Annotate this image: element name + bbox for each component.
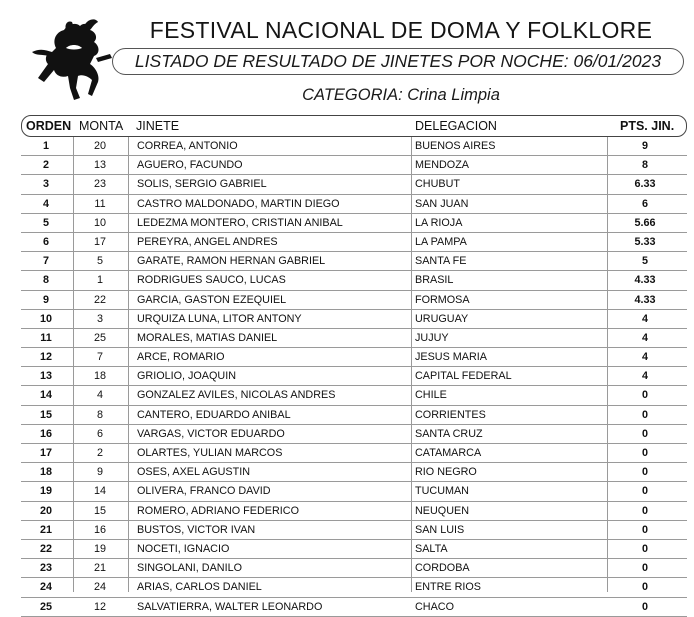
cell-orden: 5 (42, 216, 49, 229)
cell-delegacion: ENTRE RIOS (415, 581, 481, 594)
festival-title: FESTIVAL NACIONAL DE DOMA Y FOLKLORE (149, 17, 653, 43)
cell-monta: 6 (96, 427, 103, 440)
cell-delegacion: URUGUAY (415, 312, 469, 325)
table-row (21, 137, 687, 156)
cell-jinete: URQUIZA LUNA, LITOR ANTONY (137, 312, 302, 325)
table-row (21, 156, 687, 175)
cell-monta: 16 (93, 523, 106, 536)
cell-orden: 23 (39, 562, 52, 575)
cell-delegacion: CHACO (415, 600, 454, 613)
table-row (21, 521, 687, 540)
cell-monta: 3 (96, 312, 103, 325)
category-label: CATEGORIA: Crina Limpia (302, 86, 500, 104)
table-row (21, 214, 687, 233)
cell-orden: 15 (39, 408, 52, 421)
cell-orden: 17 (39, 447, 52, 459)
cell-pts: 0 (641, 447, 648, 459)
cell-orden: 4 (42, 197, 49, 210)
cell-orden: 22 (39, 542, 52, 555)
table-row (21, 502, 687, 521)
cell-pts: 8 (641, 159, 648, 172)
cell-monta: 17 (93, 235, 106, 248)
table-row (21, 444, 687, 463)
table-row (21, 540, 687, 559)
cell-monta: 13 (93, 159, 106, 172)
cell-orden: 18 (39, 466, 52, 479)
cell-delegacion: CATAMARCA (415, 447, 482, 459)
table-header (21, 115, 687, 137)
cell-orden: 12 (39, 351, 52, 364)
cell-delegacion: CORRIENTES (415, 408, 486, 421)
cell-jinete: ROMERO, ADRIANO FEDERICO (137, 504, 299, 517)
cell-jinete: MORALES, MATIAS DANIEL (137, 331, 278, 344)
cell-delegacion: BUENOS AIRES (415, 140, 496, 152)
cell-monta: 24 (93, 581, 106, 594)
header-monta: MONTA (79, 119, 124, 133)
cell-delegacion: FORMOSA (415, 293, 470, 306)
table-row (21, 386, 687, 405)
cell-monta: 8 (96, 408, 103, 421)
cell-jinete: GARCIA, GASTON EZEQUIEL (137, 293, 287, 306)
cell-orden: 2 (42, 159, 49, 172)
cell-pts: 4 (641, 351, 648, 364)
table-body (21, 137, 687, 617)
cell-monta: 21 (93, 562, 106, 575)
header-delegacion: DELEGACION (415, 119, 497, 133)
table-row (21, 195, 687, 214)
cell-pts: 6.33 (634, 178, 656, 191)
cell-pts: 0 (641, 485, 648, 498)
cell-delegacion: SAN LUIS (415, 523, 465, 536)
cell-orden: 6 (42, 235, 49, 248)
cell-jinete: RODRIGUES SAUCO, LUCAS (137, 274, 286, 287)
cell-orden: 3 (42, 178, 49, 191)
table-row (21, 482, 687, 501)
table-row (21, 310, 687, 329)
cell-delegacion: MENDOZA (415, 159, 469, 172)
cell-delegacion: CORDOBA (415, 562, 470, 575)
cell-pts: 0 (641, 389, 648, 402)
cell-delegacion: SANTA CRUZ (415, 427, 483, 440)
cell-monta: 11 (94, 197, 106, 210)
cell-delegacion: TUCUMAN (415, 485, 469, 498)
cell-pts: 5.33 (634, 235, 656, 248)
cell-monta: 14 (93, 485, 106, 498)
cell-orden: 10 (39, 312, 52, 325)
cell-delegacion: CHILE (415, 389, 447, 402)
cell-pts: 0 (641, 600, 648, 613)
cell-orden: 13 (39, 370, 52, 383)
cell-jinete: GRIOLIO, JOAQUIN (137, 370, 236, 383)
cell-jinete: CORREA, ANTONIO (137, 140, 238, 152)
cell-monta: 7 (96, 351, 103, 364)
cell-pts: 0 (641, 542, 648, 555)
cell-jinete: LEDEZMA MONTERO, CRISTIAN ANIBAL (137, 216, 343, 229)
cell-orden: 21 (39, 523, 52, 536)
cell-orden: 16 (39, 427, 52, 440)
cell-pts: 0 (641, 581, 648, 594)
cell-jinete: CASTRO MALDONADO, MARTIN DIEGO (137, 197, 340, 210)
cell-jinete: ARCE, ROMARIO (137, 351, 225, 364)
cell-pts: 0 (641, 466, 648, 479)
cell-jinete: VARGAS, VICTOR EDUARDO (137, 427, 285, 440)
cell-orden: 24 (39, 581, 52, 594)
cell-jinete: SINGOLANI, DANILO (137, 562, 242, 575)
cell-monta: 10 (93, 216, 106, 229)
table-row (21, 175, 687, 194)
cell-orden: 14 (39, 389, 52, 402)
cell-jinete: OLARTES, YULIAN MARCOS (137, 447, 283, 459)
cell-jinete: GONZALEZ AVILES, NICOLAS ANDRES (137, 389, 336, 402)
cell-monta: 4 (96, 389, 103, 402)
cell-pts: 5 (641, 255, 648, 268)
table-row (21, 406, 687, 425)
table-row (21, 425, 687, 444)
cell-monta: 5 (96, 255, 103, 268)
cell-jinete: AGUERO, FACUNDO (137, 159, 243, 172)
table-row (21, 559, 687, 578)
cell-orden: 20 (39, 504, 52, 517)
cell-pts: 0 (641, 523, 648, 536)
cell-orden: 9 (42, 293, 49, 306)
cell-monta: 23 (93, 178, 106, 191)
cell-delegacion: BRASIL (415, 274, 454, 287)
table-row (21, 252, 687, 271)
header-orden: ORDEN (26, 119, 72, 133)
cell-delegacion: JUJUY (415, 331, 449, 344)
cell-monta: 25 (93, 331, 106, 344)
table-row (21, 598, 687, 617)
cell-jinete: PEREYRA, ANGEL ANDRES (137, 235, 278, 248)
table-row (21, 291, 687, 310)
table-row (21, 271, 687, 290)
cell-pts: 4.33 (634, 274, 656, 287)
table-row (21, 233, 687, 252)
table-row (21, 463, 687, 482)
cell-monta: 15 (93, 504, 106, 517)
cell-jinete: BUSTOS, VICTOR IVAN (137, 523, 256, 536)
cell-delegacion: CAPITAL FEDERAL (415, 370, 512, 383)
cell-delegacion: CHUBUT (415, 178, 460, 191)
cell-pts: 0 (641, 408, 648, 421)
cell-jinete: SALVATIERRA, WALTER LEONARDO (137, 600, 323, 613)
cell-delegacion: JESUS MARIA (415, 351, 487, 364)
cell-orden: 11 (40, 331, 52, 344)
cell-monta: 2 (96, 447, 103, 459)
cell-orden: 8 (42, 274, 49, 287)
cell-monta: 18 (93, 370, 106, 383)
cell-pts: 5.66 (634, 216, 656, 229)
cell-pts: 6 (641, 197, 648, 210)
cell-pts: 9 (641, 140, 648, 152)
header-pts: PTS. JIN. (620, 119, 675, 133)
cell-monta: 12 (93, 600, 106, 613)
cell-delegacion: SALTA (415, 542, 448, 555)
cell-jinete: OLIVERA, FRANCO DAVID (137, 485, 271, 498)
cell-monta: 20 (93, 140, 106, 152)
cell-jinete: GARATE, RAMON HERNAN GABRIEL (137, 255, 326, 268)
cell-orden: 25 (39, 600, 52, 613)
cell-pts: 0 (641, 562, 648, 575)
cell-pts: 4 (641, 312, 648, 325)
cell-orden: 1 (42, 140, 49, 152)
cell-monta: 1 (96, 274, 103, 287)
cell-delegacion: RIO NEGRO (415, 466, 477, 479)
cell-pts: 0 (641, 427, 648, 440)
cell-delegacion: NEUQUEN (415, 504, 469, 517)
cell-delegacion: LA PAMPA (415, 235, 467, 248)
table-row (21, 329, 687, 348)
cell-pts: 0 (641, 504, 648, 517)
table-row (21, 578, 687, 597)
cell-delegacion: SAN JUAN (415, 197, 469, 210)
cell-monta: 19 (93, 542, 106, 555)
cell-monta: 9 (96, 466, 103, 479)
header-jinete: JINETE (136, 119, 180, 133)
cell-pts: 4 (641, 331, 648, 344)
cell-delegacion: SANTA FE (415, 255, 467, 268)
cell-jinete: NOCETI, IGNACIO (137, 542, 230, 555)
results-subtitle: LISTADO DE RESULTADO DE JINETES POR NOCHE: 06/01/2023 (112, 48, 684, 75)
cell-jinete: SOLIS, SERGIO GABRIEL (137, 178, 267, 191)
cell-jinete: CANTERO, EDUARDO ANIBAL (137, 408, 291, 421)
table-row (21, 367, 687, 386)
cell-orden: 19 (39, 485, 52, 498)
horse-rider-logo-icon (26, 18, 114, 104)
cell-pts: 4.33 (634, 293, 656, 306)
cell-jinete: OSES, AXEL AGUSTIN (137, 466, 251, 479)
cell-monta: 22 (93, 293, 106, 306)
table-row (21, 348, 687, 367)
cell-delegacion: LA RIOJA (415, 216, 463, 229)
cell-orden: 7 (42, 255, 49, 268)
results-table (21, 115, 687, 617)
cell-jinete: ARIAS, CARLOS DANIEL (137, 581, 262, 594)
cell-pts: 4 (641, 370, 648, 383)
